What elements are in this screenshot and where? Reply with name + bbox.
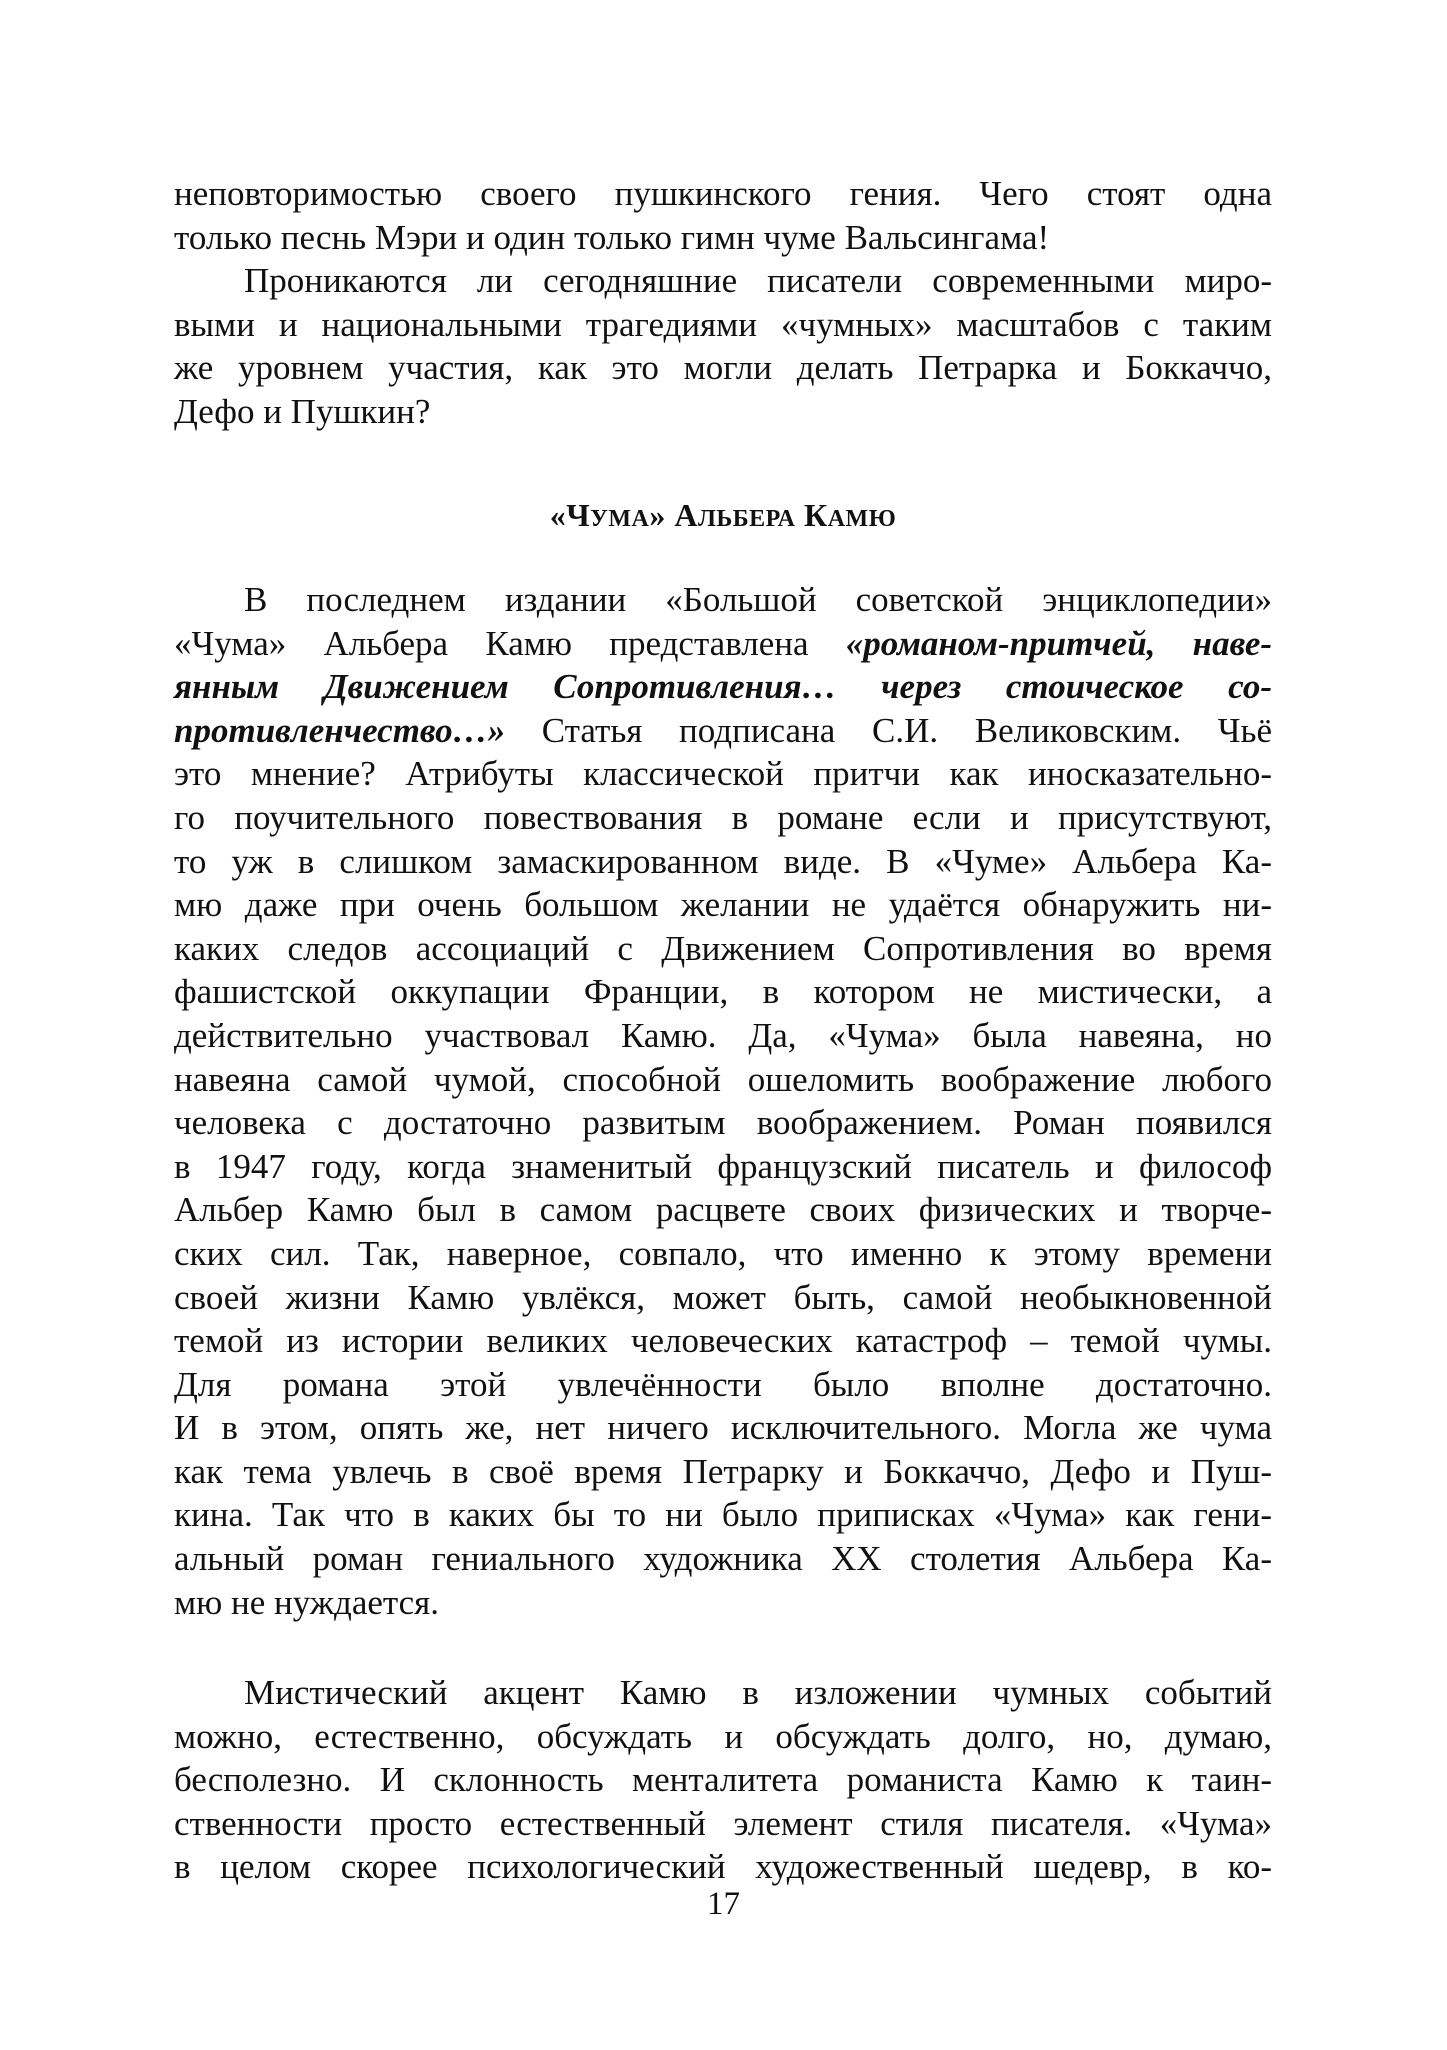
- text-line: неповторимостью своего пушкинского гения. Чего стоят одна: [174, 174, 1272, 213]
- text-line: Дефо и Пушкин?: [174, 391, 431, 431]
- text-line: Для романа этой увлечённости было вполне достаточно.: [174, 1364, 1272, 1404]
- text-line: фашистской оккупации Франции, в котором не мистически, а: [174, 972, 1272, 1012]
- text-line: мю не нуждается.: [174, 1582, 439, 1622]
- section-heading: «ЧУМА» АЛЬБЕРА КАМЮ: [549, 497, 897, 533]
- text-line: го поучительного повествования в романе если и присутствуют,: [174, 797, 1272, 837]
- text-line: «Чума» Альбера Камю представлена «романом-притчей, наве-: [174, 623, 1273, 663]
- text-line: темой из истории великих человеческих катастроф – темой чумы.: [174, 1321, 1272, 1361]
- text-line: выми и национальными трагедиями «чумных» масштабов с таким: [174, 304, 1272, 344]
- page-number: 17: [707, 1886, 740, 1922]
- emphasis-quote: противленчество…»: [174, 710, 506, 750]
- text-line: ских сил. Так, наверное, совпало, что именно к этому времени: [174, 1233, 1272, 1273]
- text-line: действительно участвовал Камю. Да, «Чума» была навеяна, но: [174, 1015, 1272, 1055]
- text-line: каких следов ассоциаций с Движением Сопротивления во время: [174, 928, 1272, 968]
- text-line: это мнение? Атрибуты классической притчи как иносказательно-: [174, 754, 1272, 794]
- text-line: в целом скорее психологический художественный шедевр, в ко-: [174, 1847, 1272, 1887]
- text-line: противленчество…» Статья подписана С.И. Великовским. Чьё: [174, 710, 1272, 750]
- paragraph-continuation: [174, 172, 1272, 434]
- paragraph-next: [174, 1671, 1272, 1889]
- text-line: мю даже при очень большом желании не удаётся обнаружить ни-: [174, 885, 1272, 925]
- paragraph-main: [174, 578, 1272, 1624]
- text-line: ственности просто естественный элемент стиля писателя. «Чума»: [174, 1803, 1272, 1843]
- text-line: Проникаются ли сегодняшние писатели современными миро-: [244, 261, 1272, 301]
- text-line: Мистический акцент Камю в изложении чумных событий: [244, 1673, 1272, 1712]
- text-line: [174, 665, 1272, 709]
- text-line: же уровнем участия, как это могли делать Петрарка и Боккаччо,: [174, 348, 1272, 388]
- text-line: своей жизни Камю увлёкся, может быть, самой необыкновенной: [174, 1277, 1272, 1317]
- text-line: только песнь Мэри и один только гимн чуме Вальсингама!: [174, 217, 1050, 257]
- emphasis-quote: «романом-притчей, наве-: [845, 623, 1273, 663]
- text-line: В последнем издании «Большой советской энциклопедии»: [244, 580, 1272, 619]
- text-line: можно, естественно, обсуждать и обсуждать долго, но, думаю,: [174, 1716, 1272, 1756]
- text-line: альный роман гениального художника XX столетия Альбера Ка-: [174, 1539, 1272, 1579]
- text-line: И в этом, опять же, нет ничего исключительного. Могла же чума: [174, 1408, 1272, 1448]
- emphasis-quote: янным Движением Сопротивления… через стоическое со-: [174, 667, 1272, 707]
- text-line: бесполезно. И склонность менталитета романиста Камю к таин-: [174, 1760, 1272, 1800]
- text-line: кина. Так что в каких бы то ни было приписках «Чума» как гени-: [174, 1495, 1272, 1535]
- text-line: в 1947 году, когда знаменитый французский писатель и философ: [174, 1146, 1272, 1186]
- text-line: то уж в слишком замаскированном виде. В «Чуме» Альбера Ка-: [174, 841, 1272, 881]
- text-line: как тема увлечь в своё время Петрарку и Боккаччо, Дефо и Пуш-: [174, 1451, 1272, 1491]
- text-line: Альбер Камю был в самом расцвете своих физических и творче-: [174, 1190, 1272, 1230]
- text-line: человека с достаточно развитым воображением. Роман появился: [174, 1103, 1272, 1143]
- text-line: навеяна самой чумой, способной ошеломить воображение любого: [174, 1059, 1272, 1099]
